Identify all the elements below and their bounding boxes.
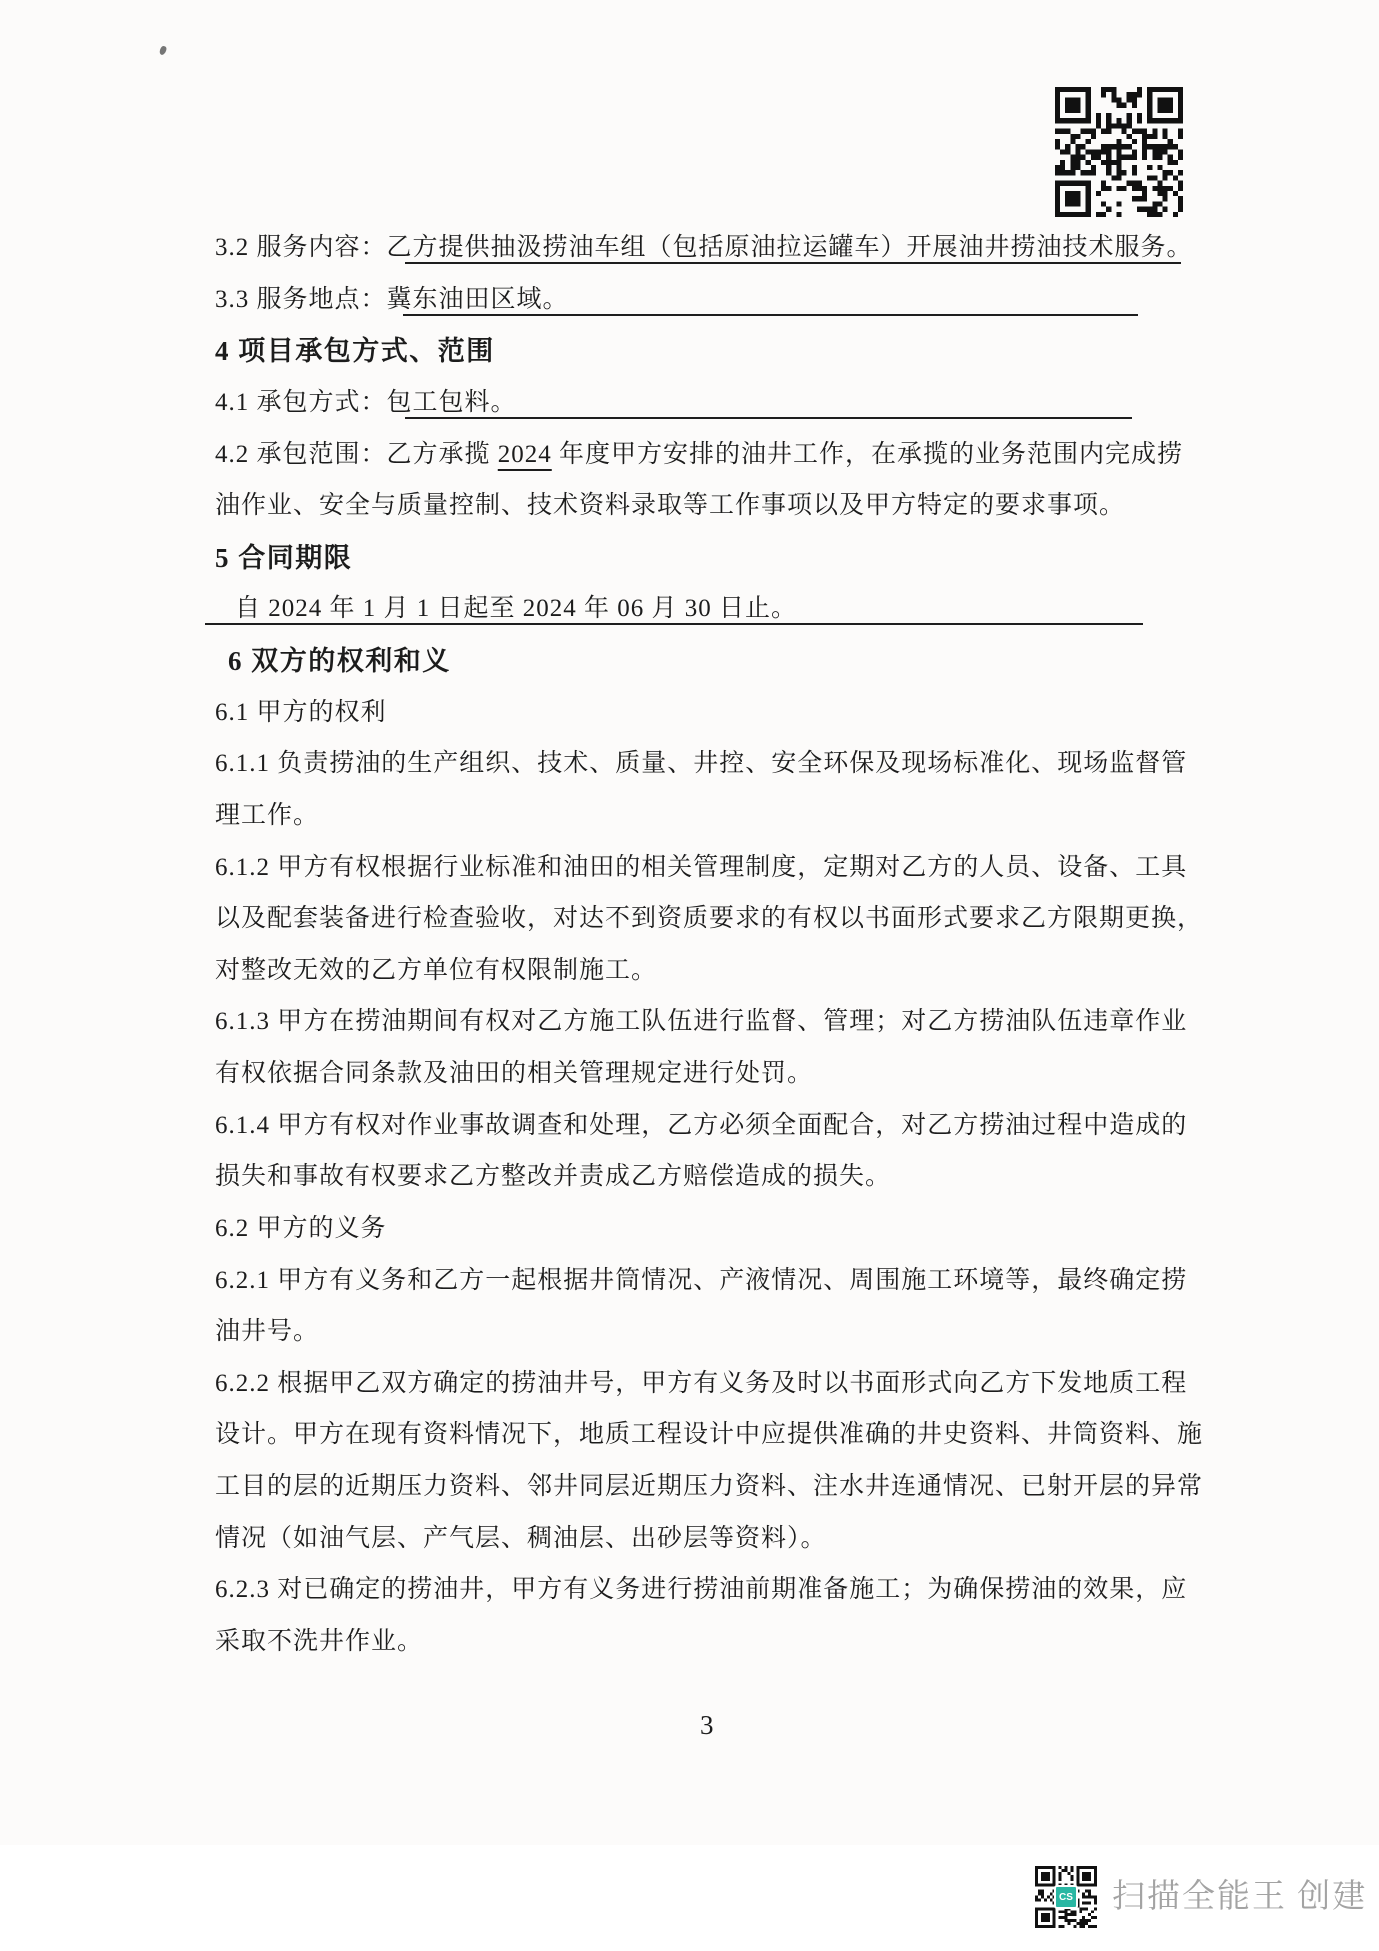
page-number: 3 xyxy=(700,1710,714,1740)
camscanner-logo-label: CS xyxy=(1059,1891,1073,1903)
text-segment: 采取不洗井作业。 xyxy=(215,1628,424,1655)
text-segment: 4.2 承包范围：乙方承揽 xyxy=(215,441,498,468)
text-segment: 6.1.2 甲方有权根据行业标准和油田的相关管理制度，定期对乙方的人员、设备、工具 xyxy=(215,854,1188,881)
text-segment: 3.2 服务内容：乙方提供抽汲捞油车组（包括原油拉运罐车）开展油井捞油技术服务。 xyxy=(215,234,1193,261)
text-line xyxy=(215,1312,319,1352)
text-line xyxy=(215,1467,1203,1507)
text-line xyxy=(215,693,387,733)
text-line xyxy=(215,1364,1187,1404)
text-segment: 6.2.1 甲方有义务和乙方一起根据井筒情况、产液情况、周围施工环境等，最终确定捞 xyxy=(215,1267,1188,1294)
text-segment: 4.1 承包方式：包工包料。 xyxy=(215,389,517,416)
ruled-underline xyxy=(205,623,1143,625)
qr-code-small-icon xyxy=(1035,1866,1097,1928)
text-segment: 自 2024 年 1 月 1 日起至 2024 年 06 月 30 日止。 xyxy=(235,595,798,622)
text-line xyxy=(215,951,657,991)
text-segment: 6.1.1 负责捞油的生产组织、技术、质量、井控、安全环保及现场标准化、现场监督管 xyxy=(215,750,1188,777)
text-segment: 6.2 甲方的义务 xyxy=(215,1215,387,1242)
text-segment: 有权依据合同条款及油田的相关管理规定进行处罚。 xyxy=(215,1060,814,1087)
text-segment: 情况（如油气层、产气层、稠油层、出砂层等资料）。 xyxy=(215,1525,827,1552)
text-segment: 5 合同期限 xyxy=(215,543,353,573)
text-segment: 油作业、安全与质量控制、技术资料录取等工作事项以及甲方特定的要求事项。 xyxy=(215,492,1126,519)
text-segment: 年度甲方安排的油井工作，在承揽的业务范围内完成捞 xyxy=(551,441,1184,468)
text-line xyxy=(215,1157,891,1197)
text-segment: 6.1.4 甲方有权对作业事故调查和处理，乙方必须全面配合，对乙方捞油过程中造成的 xyxy=(215,1112,1188,1139)
text-line xyxy=(215,1054,813,1094)
text-segment: 6 双方的权利和义 xyxy=(228,646,451,676)
scan-speck-artifact xyxy=(159,45,167,55)
text-line xyxy=(215,1415,1203,1455)
ruled-underline xyxy=(405,417,1132,419)
text-line xyxy=(215,1002,1187,1042)
text-line xyxy=(215,899,1203,939)
text-line xyxy=(215,848,1187,888)
ruled-underline xyxy=(405,262,1181,264)
text-line xyxy=(215,1106,1187,1146)
text-line xyxy=(215,435,1183,475)
text-segment: 工目的层的近期压力资料、邻井同层近期压力资料、注水井连通情况、已射开层的异常 xyxy=(215,1473,1204,1500)
text-segment: 损失和事故有权要求乙方整改并责成乙方赔偿造成的损失。 xyxy=(215,1163,892,1190)
text-segment: 设计。甲方在现有资料情况下，地质工程设计中应提供准确的井史资料、井筒资料、施 xyxy=(215,1421,1204,1448)
ruled-underline xyxy=(403,314,1138,316)
qr-code-icon xyxy=(1055,87,1183,217)
text-segment: 4 项目承包方式、范围 xyxy=(215,336,495,366)
text-line xyxy=(215,1570,1187,1610)
text-line xyxy=(215,1519,827,1559)
text-segment: 6.1.3 甲方在捞油期间有权对乙方施工队伍进行监督、管理；对乙方捞油队伍违章作业 xyxy=(215,1008,1188,1035)
section-heading xyxy=(215,331,495,371)
text-segment: 3.3 服务地点：冀东油田区域。 xyxy=(215,286,569,313)
text-segment: 6.2.3 对已确定的捞油井，甲方有义务进行捞油前期准备施工；为确保捞油的效果，应 xyxy=(215,1576,1188,1603)
text-segment: 6.1 甲方的权利 xyxy=(215,699,387,726)
section-heading xyxy=(215,538,352,578)
text-line xyxy=(215,1622,423,1662)
camscanner-logo-icon xyxy=(1054,1885,1078,1909)
text-segment: 对整改无效的乙方单位有权限制施工。 xyxy=(215,957,658,984)
section-heading xyxy=(228,641,451,681)
text-segment: 以及配套装备进行检查验收，对达不到资质要求的有权以书面形式要求乙方限期更换， xyxy=(215,905,1204,932)
text-line xyxy=(215,1209,387,1249)
text-segment: 理工作。 xyxy=(215,802,320,829)
watermark-text: 扫描全能王 创建 xyxy=(1112,1879,1368,1915)
text-line xyxy=(215,1261,1187,1301)
text-segment: 6.2.2 根据甲乙双方确定的捞油井号，甲方有义务及时以书面形式向乙方下发地质工程 xyxy=(215,1370,1188,1397)
text-segment: 油井号。 xyxy=(215,1318,320,1345)
text-line xyxy=(215,796,319,836)
text-line xyxy=(215,486,1125,526)
underlined-text-segment: 2024 xyxy=(497,441,552,468)
text-line xyxy=(215,744,1187,784)
